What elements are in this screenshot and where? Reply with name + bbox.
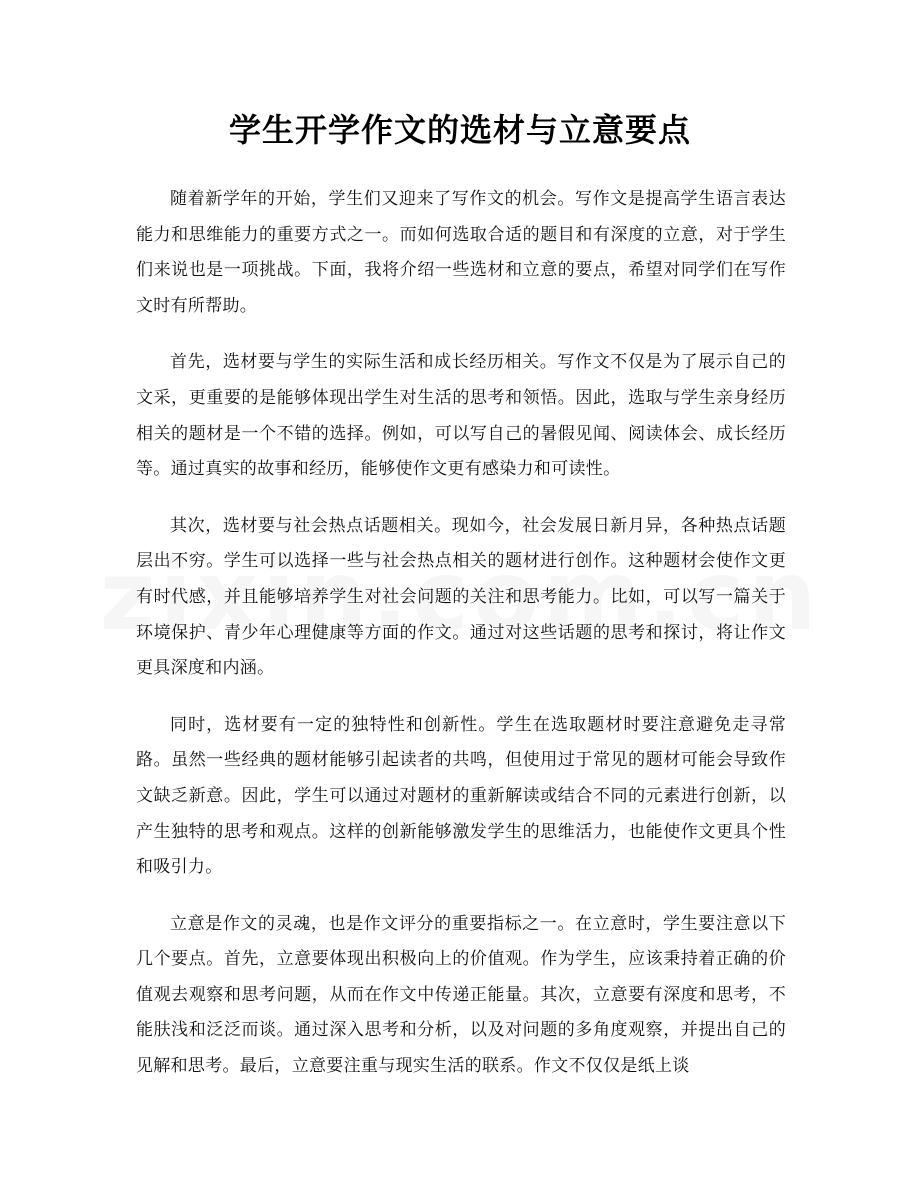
paragraph-5: 立意是作文的灵魂，也是作文评分的重要指标之一。在立意时，学生要注意以下几个要点。首先，立意要体现出积极向上的价值观。作为学生，应该秉持着正确的价值观去观察和思考问题，从而在作文中传递正能量。其次，立意要有深度和思考，不能肤浅和泛泛而谈。通过深入思考和分析，以及对问题的多角度观察，并提出自己的见解和思考。最后，立意要注重与现实生活的联系。作文不仅仅是纸上谈 [136,913,786,1077]
document-title: 学生开学作文的选材与立意要点 [228,111,691,149]
paragraph-4: 同时，选材要有一定的独特性和创新性。学生在选取题材时要注意避免走寻常路。虽然一些经典的题材能够引起读者的共鸣，但使用过于常见的题材可能会导致作文缺乏新意。因此，学生可以通过对题材的重新解读或结合不同的元素进行创新，以产生独特的思考和观点。这样的创新能够激发学生的思维活力，也能使作文更具个性和吸引力。 [136,714,786,878]
paragraph-3: 其次，选材要与社会热点话题相关。现如今，社会发展日新月异，各种热点话题层出不穷。学生可以选择一些与社会热点相关的题材进行创作。这种题材会使作文更有时代感，并且能够培养学生对社会问题的关注和思考能力。比如，可以写一篇关于环境保护、青少年心理健康等方面的作文。通过对这些话题的思考和探讨，将让作文更具深度和内涵。 [136,515,786,679]
document-body [136,182,786,1106]
paragraph-1: 随着新学年的开始，学生们又迎来了写作文的机会。写作文是提高学生语言表达能力和思维能力的重要方式之一。而如何选取合适的题目和有深度的立意，对于学生们来说也是一项挑战。下面，我将介绍一些选材和立意的要点，希望对同学们在写作文时有所帮助。 [136,189,786,316]
paragraph-2: 首先，选材要与学生的实际生活和成长经历相关。写作文不仅是为了展示自己的文采，更重要的是能够体现出学生对生活的思考和领悟。因此，选取与学生亲身经历相关的题材是一个不错的选择。例如，可以写自己的暑假见闻、阅读体会、成长经历等。通过真实的故事和经历，能够使作文更有感染力和可读性。 [136,352,786,480]
